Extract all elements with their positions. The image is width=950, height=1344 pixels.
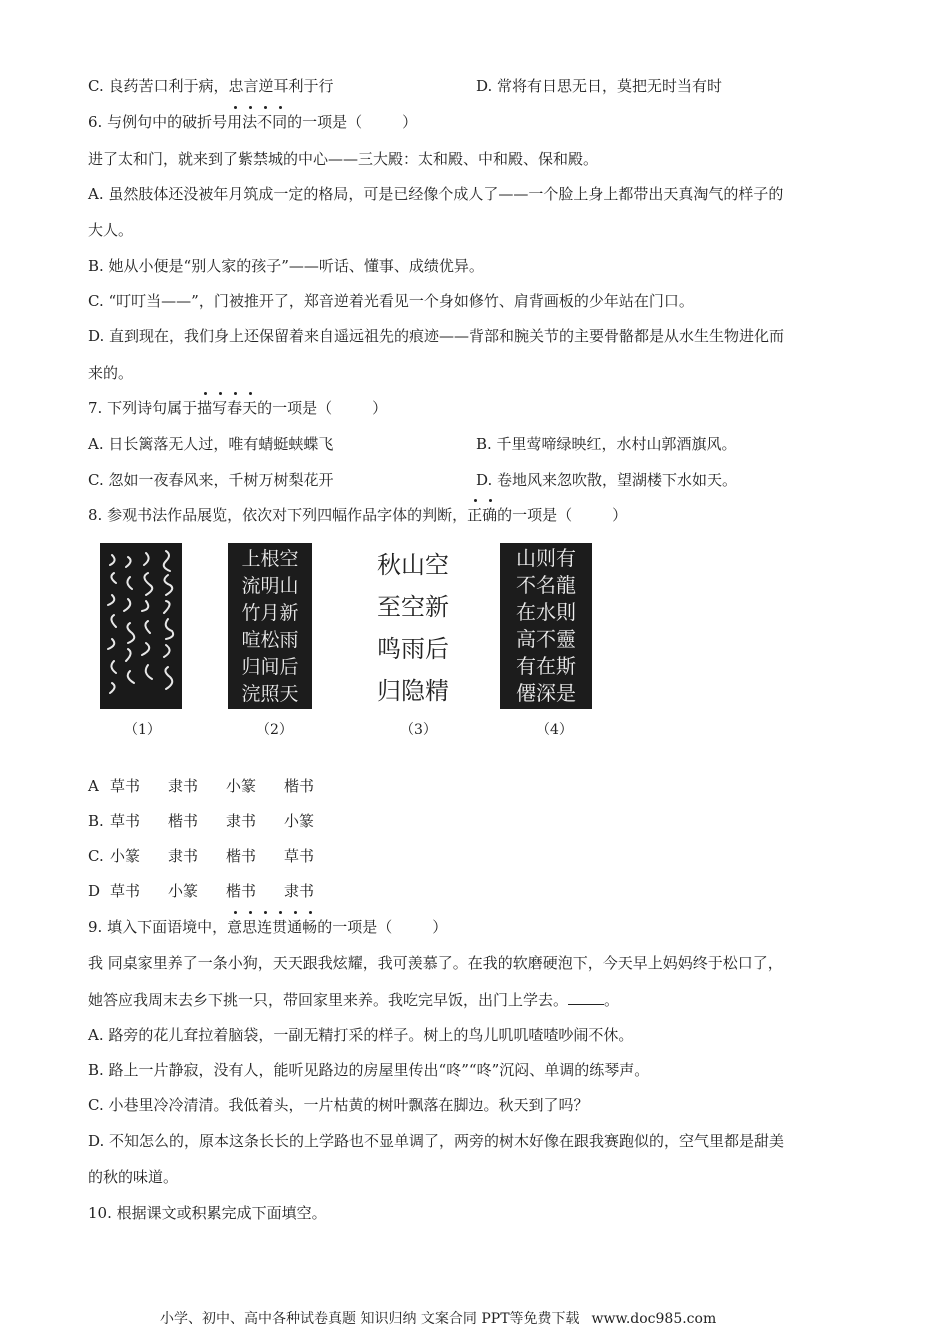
option-item: 草书	[110, 882, 141, 900]
option-item: 草书	[110, 812, 141, 830]
emphasis-char: 春	[227, 399, 243, 417]
q9-stem-pre: 9. 填入下面语境中，	[88, 918, 228, 936]
q9-passage-line2	[88, 990, 619, 1010]
q7-stem-end: ）	[372, 399, 388, 417]
option-item: 楷书	[168, 812, 199, 830]
q9-option-d-line1: D. 不知怎么的，原本这条长长的上学路也不显单调了，两旁的树木好像在跟我赛跑似的，空气里都是甜美	[88, 1132, 785, 1150]
work2-row: 浣照天	[241, 683, 299, 705]
q6-stem-end: ）	[402, 113, 418, 131]
emphasis-char: 写	[212, 399, 228, 417]
q9-option-d-line2: 的秋的味道。	[88, 1168, 179, 1186]
fill-blank	[568, 990, 604, 1005]
emphasis-char: 连	[257, 918, 273, 936]
option-item: 楷书	[226, 882, 257, 900]
q8-stem-end: ）	[612, 506, 628, 524]
q6-option-c: C. “叮叮当——”，门被推开了，郑音逆着光看见一个身如修竹、肩背画板的少年站在门口。	[88, 292, 694, 310]
q8-option-d	[88, 881, 342, 901]
option-item: 草书	[110, 777, 141, 795]
q7-stem-pre: 7. 下列诗句属于	[88, 399, 198, 417]
caption-3: （3）	[400, 722, 437, 738]
work2-row: 流明山	[241, 575, 299, 597]
q8-option-b	[88, 811, 342, 831]
calligraphy-work-2-image	[228, 543, 312, 709]
work4-row: 不名龍	[516, 573, 576, 597]
calligraphy-work-1-image	[100, 543, 182, 709]
q6-option-d-line1: D. 直到现在，我们身上还保留着来自遥远祖先的痕迹——背部和腕关节的主要骨骼都是从水生生物进化而	[88, 327, 785, 345]
work2-row: 喧松雨	[241, 629, 299, 651]
work3-row: 鸣雨后	[377, 635, 449, 663]
work4-row: 高不靈	[516, 627, 576, 651]
q6-option-a-line2: 大人。	[88, 221, 134, 239]
q8-stem-pre: 8. 参观书法作品展览，依次对下列四幅作品字体的判断，	[88, 506, 468, 524]
q8-stem-post: 的一项是（	[497, 506, 573, 524]
q6-option-a-line1: A. 虽然肢体还没被年月筑成一定的格局，可是已经像个成人了——一个脸上身上都带出天真淘气的样子的	[88, 185, 784, 203]
option-item: 小篆	[284, 812, 315, 830]
emphasis-char: 畅	[302, 918, 318, 936]
caption-2: （2）	[256, 722, 293, 738]
q9-stem-end: ）	[432, 918, 448, 936]
work2-row: 竹月新	[241, 602, 299, 624]
q9-stem	[88, 917, 447, 937]
option-label: B.	[88, 812, 104, 830]
q9-passage-text: 她答应我周末去乡下挑一只，带回家里来养。我吃完早饭，出门上学去。	[88, 991, 569, 1009]
q7-option-b: B. 千里莺啼绿映红，水村山郭酒旗风。	[476, 435, 737, 453]
q6-option-d-line2: 来的。	[88, 364, 134, 382]
option-item: 隶书	[284, 882, 315, 900]
option-item: 隶书	[168, 777, 199, 795]
emphasis-char: 用	[227, 113, 243, 131]
option-label: D	[88, 882, 101, 900]
q8-option-c	[88, 846, 342, 866]
work2-row: 上根空	[241, 548, 299, 570]
option-label: A	[88, 777, 99, 795]
work3-row: 归隐精	[377, 677, 449, 705]
q8-stem	[88, 505, 627, 525]
work4-row: 僊深是	[516, 681, 576, 705]
emphasis-char: 法	[242, 113, 258, 131]
work4-row: 有在斯	[516, 654, 576, 678]
q7-stem	[88, 398, 387, 418]
emphasis-char: 确	[482, 506, 498, 524]
option-item: 小篆	[110, 847, 141, 865]
option-item: 隶书	[168, 847, 199, 865]
q9-passage-end: 。	[604, 991, 620, 1009]
page-footer	[160, 1308, 716, 1328]
q7-option-d: D. 卷地风来忽吹散，望湖楼下水如天。	[476, 471, 738, 489]
emphasis-char: 描	[197, 399, 213, 417]
option-item: 楷书	[226, 847, 257, 865]
footer-url[interactable]: www.doc985.com	[591, 1311, 717, 1327]
emphasis-char: 意	[227, 918, 243, 936]
q6-option-b: B. 她从小便是“别人家的孩子”——听话、懂事、成绩优异。	[88, 257, 484, 275]
caption-1: （1）	[124, 722, 161, 738]
option-label: C.	[88, 847, 104, 865]
option-item: 小篆	[168, 882, 199, 900]
calligraphy-work-4-image	[500, 543, 592, 709]
q7-stem-post: 的一项是（	[257, 399, 333, 417]
q9-option-a: A. 路旁的花儿耷拉着脑袋，一副无精打采的样子。树上的鸟儿叽叽喳喳吵闹不休。	[88, 1026, 634, 1044]
q7-option-a: A. 日长篱落无人过，唯有蜻蜓蛱蝶飞	[88, 435, 334, 453]
emphasis-char: 贯	[272, 918, 288, 936]
option-item: 小篆	[226, 777, 257, 795]
work3-row: 至空新	[377, 593, 449, 621]
q8-option-a	[88, 776, 342, 796]
emphasis-char: 同	[272, 113, 288, 131]
q5-option-c: C. 良药苦口利于病，忠言逆耳利于行	[88, 77, 334, 95]
q9-option-c: C. 小巷里冷冷清清。我低着头，一片枯黄的树叶飘落在脚边。秋天到了吗？	[88, 1096, 589, 1114]
q6-stem-pre: 6. 与例句中的破折号	[88, 113, 228, 131]
work4-row: 山则有	[516, 546, 576, 570]
work3-row: 秋山空	[377, 551, 449, 579]
work2-row: 归间后	[241, 656, 299, 678]
q5-option-d: D. 常将有日思无日，莫把无时当有时	[476, 77, 723, 95]
q7-option-c: C. 忽如一夜春风来，千树万树梨花开	[88, 471, 334, 489]
calligraphy-work-3-image	[370, 543, 456, 709]
work4-row: 在水則	[516, 600, 576, 624]
emphasis-char: 不	[257, 113, 273, 131]
emphasis-char: 思	[242, 918, 258, 936]
q9-option-b: B. 路上一片静寂，没有人，能听见路边的房屋里传出“咚”“咚”沉闷、单调的练琴声。	[88, 1061, 650, 1079]
q6-example: 进了太和门，就来到了紫禁城的中心——三大殿：太和殿、中和殿、保和殿。	[88, 150, 599, 168]
emphasis-char: 天	[242, 399, 258, 417]
q6-stem-post: 的一项是（	[287, 113, 363, 131]
footer-text: 小学、初中、高中各种试卷真题 知识归纳 文案合同 PPT等免费下载	[160, 1311, 580, 1327]
option-item: 楷书	[284, 777, 315, 795]
q6-stem	[88, 112, 417, 132]
option-item: 隶书	[226, 812, 257, 830]
option-item: 草书	[284, 847, 315, 865]
caption-4: （4）	[536, 722, 573, 738]
q9-passage-line1: 我 同桌家里养了一条小狗，天天跟我炫耀，我可羡慕了。在我的软磨硬泡下，今天早上妈妈终于松口了，	[88, 954, 783, 972]
emphasis-char: 正	[467, 506, 483, 524]
q10-stem: 10. 根据课文或积累完成下面填空。	[88, 1204, 327, 1222]
emphasis-char: 通	[287, 918, 303, 936]
q9-stem-post: 的一项是（	[317, 918, 393, 936]
